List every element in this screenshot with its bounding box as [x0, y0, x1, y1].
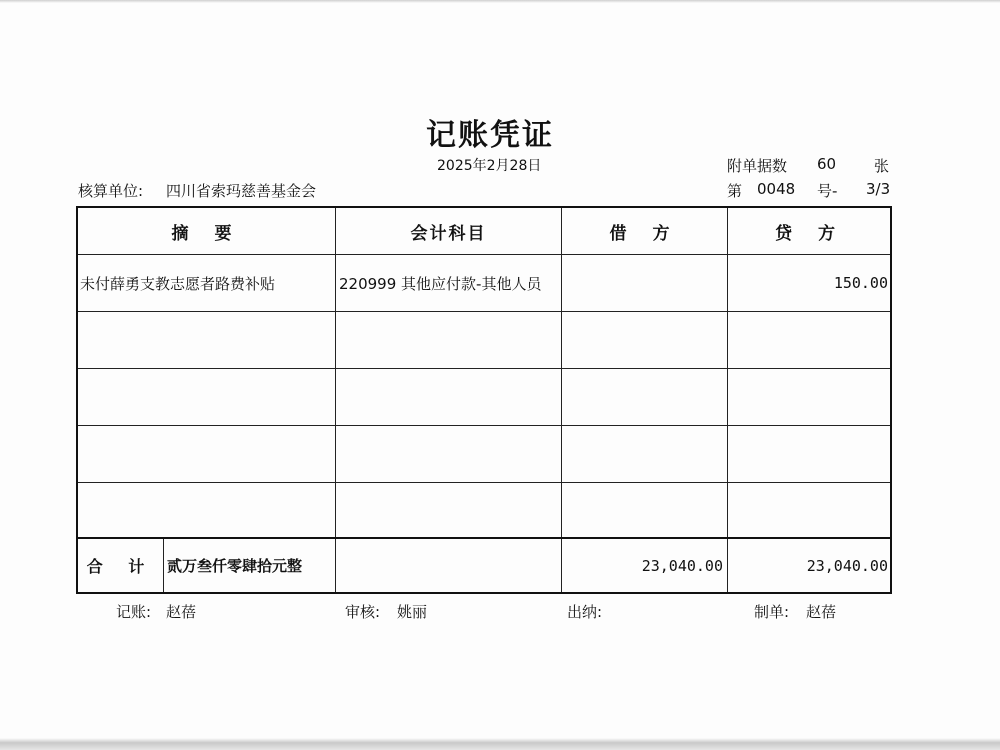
- reviewer-name: 姚丽: [397, 603, 428, 621]
- voucher-number: 0048: [757, 180, 796, 198]
- attachments-unit: 张: [874, 157, 890, 175]
- bookkeeper-name: 赵蓓: [166, 603, 197, 621]
- total-amount-in-words: 贰万叁仟零肆拾元整: [167, 557, 303, 575]
- scan-edge-bottom: [0, 738, 1000, 750]
- bookkeeper-label: 记账:: [116, 603, 152, 621]
- row-1-debit: [562, 255, 727, 311]
- total-credit: 23,040.00: [806, 556, 888, 575]
- unit-name: 四川省索玛慈善基金会: [166, 182, 317, 200]
- header-debit: 借 方: [609, 223, 680, 244]
- attachments-count: 60: [817, 155, 837, 173]
- row-3-summary: [80, 369, 335, 425]
- voucher-page-number: 3/3: [866, 180, 891, 198]
- reviewer-label: 审核:: [345, 603, 381, 621]
- preparer-label: 制单:: [754, 603, 790, 621]
- total-label-divider: [163, 539, 164, 592]
- row-1-account: 220999 其他应付款-其他人员: [339, 274, 542, 293]
- cashier-label: 出纳:: [567, 603, 603, 621]
- unit-label: 核算单位:: [78, 182, 144, 200]
- voucher-date: 2025年2月28日: [437, 158, 542, 174]
- voucher-title: 记账凭证: [426, 118, 554, 153]
- header-credit: 贷 方: [775, 223, 845, 244]
- attachments-label: 附单据数: [727, 157, 788, 175]
- row-2-summary: [80, 312, 335, 368]
- col-divider-1: [335, 208, 336, 592]
- header-account: 会计科目: [410, 223, 487, 244]
- scan-edge-top: [0, 0, 1000, 3]
- voucher-prefix: 第: [727, 182, 743, 200]
- row-5-summary: [80, 483, 335, 537]
- total-label: 合 计: [86, 557, 155, 576]
- header-summary: 摘 要: [171, 223, 242, 244]
- voucher-suffix: 号-: [817, 182, 838, 200]
- total-debit: 23,040.00: [641, 556, 723, 575]
- preparer-name: 赵蓓: [806, 603, 837, 621]
- voucher-table: [76, 206, 892, 594]
- row-4-summary: [80, 426, 335, 482]
- row-1-credit: 150.00: [833, 274, 888, 292]
- row-1-summary: 未付薛勇支教志愿者路费补贴: [80, 274, 276, 293]
